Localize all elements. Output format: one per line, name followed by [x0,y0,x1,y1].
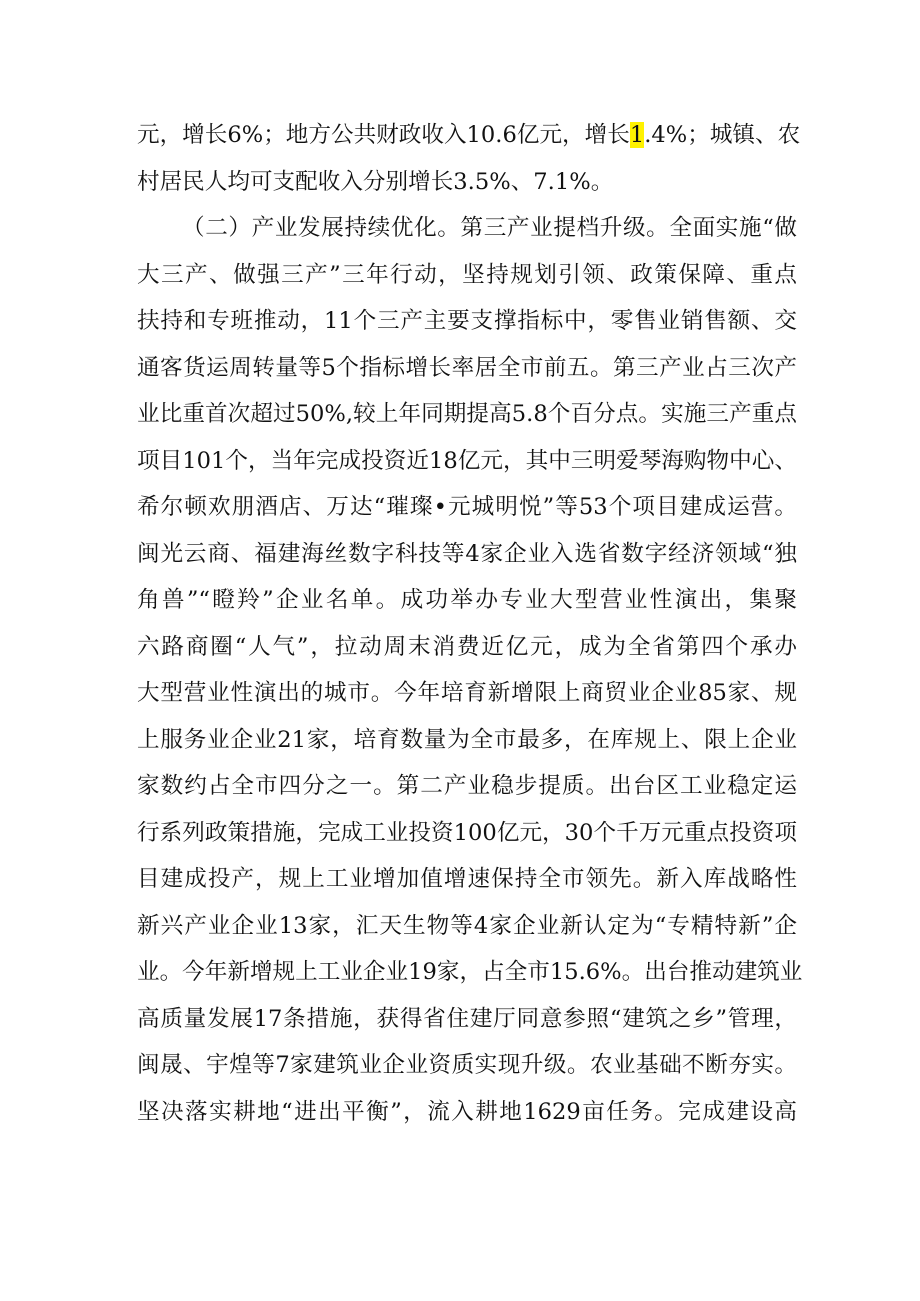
text-line: 扶持和专班推动，11个三产主要支撑指标中，零售业销售额、交 [137,308,797,334]
text-line: 新兴产业企业13家，汇天生物等4家企业新认定为“专精特新”企 [137,912,797,939]
highlighted-text: 1 [629,122,645,148]
text-line-highlighted [137,112,801,159]
text-line: 大三产、做强三产”三年行动，坚持规划引领、政策保障、重点 [137,261,797,288]
body-text [137,112,803,1135]
text-segment: 元，增长6%；地方公共财政收入10.6亿元，增长 [137,122,630,148]
text-line: 通客货运周转量等5个指标增长率居全市前五。第三产业占三次产 [137,354,797,381]
text-line: 角兽”“瞪羚”企业名单。成功举办专业大型营业性演出，集聚 [137,587,797,613]
text-line: 行系列政策措施，完成工业投资100亿元，30个千万元重点投资项 [137,819,797,846]
paragraph-heading-line: （二）产业发展持续优化。第三产业提档升级。全面实施“做 [182,215,797,241]
text-line: 高质量发展17条措施，获得省住建厅同意参照“建筑之乡”管理， [137,1005,797,1032]
text-line: 项目101个，当年完成投资近18亿元，其中三明爱琴海购物中心、 [137,447,797,474]
text-line: 上服务业企业21家，培育数量为全市最多，在库规上、限上企业 [137,726,797,753]
text-line: 希尔顿欢朋酒店、万达“璀璨•元城明悦”等53个项目建成运营。 [137,494,797,520]
text-line: 闽光云商、福建海丝数字科技等4家企业入选省数字经济领域“独 [137,540,797,567]
text-line: 业。今年新增规上工业企业19家，占全市15.6%。出台推动建筑业 [137,959,803,985]
text-line: 六路商圈“人气”，拉动周末消费近亿元，成为全省第四个承办 [137,633,797,660]
text-line: 坚决落实耕地“进出平衡”，流入耕地1629亩任务。完成建设高 [137,1098,797,1125]
text-line: 村居民人均可支配收入分别增长3.5%、7.1%。 [137,168,614,195]
text-line: 大型营业性演出的城市。今年培育新增限上商贸业企业85家、规 [137,680,797,706]
text-line: 家数约占全市四分之一。第二产业稳步提质。出台区工业稳定运 [137,773,797,799]
text-segment: .4%；城镇、农 [644,122,801,148]
text-line: 闽晟、宇煌等7家建筑业企业资质实现升级。农业基础不断夯实。 [137,1052,797,1078]
text-line: 目建成投产，规上工业增加值增速保持全市领先。新入库战略性 [137,866,797,892]
text-line: 业比重首次超过50%,较上年同期提高5.8个百分点。实施三产重点 [137,401,797,427]
